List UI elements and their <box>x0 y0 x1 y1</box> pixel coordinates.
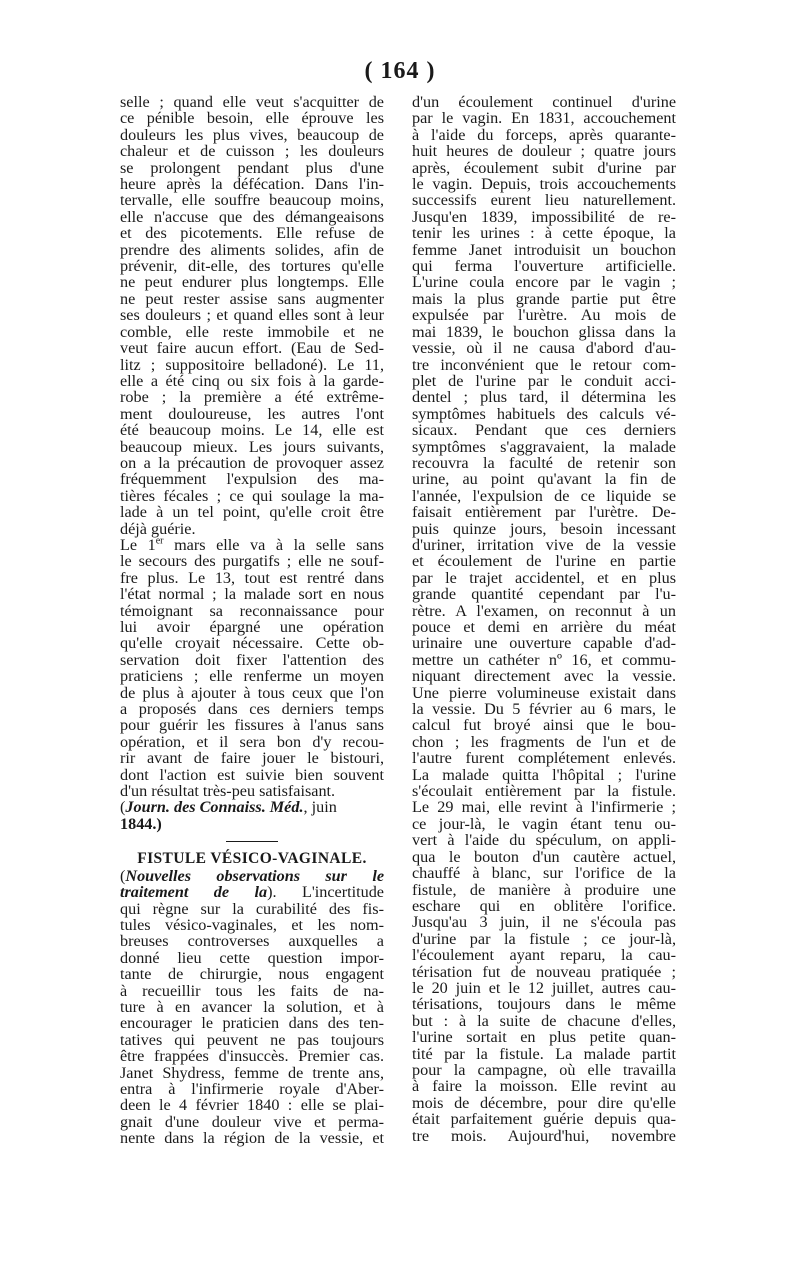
text-line: tenir les urines : à cette époque, la <box>412 224 676 243</box>
text-line: pouce et demi en arrière du méat <box>412 618 676 636</box>
citation-year: 1844.) <box>120 814 162 833</box>
text-line: encourager le praticien dans des ten- <box>120 1014 384 1033</box>
text-line: lui avoir épargné une opération <box>120 618 384 636</box>
text-line: robe ; la première a été extrême- <box>120 388 384 407</box>
text-line: témoignant sa reconnaissance pour <box>120 601 384 620</box>
text-line: d'un résultat très-peu satisfaisant. <box>120 782 336 801</box>
text-line: qua le bouton d'un cautère actuel, <box>412 847 676 866</box>
subheading-line-2 <box>120 884 384 900</box>
text-line: chon ; les fragments de l'un et de <box>412 732 676 751</box>
text-line: l'écoulement ayant reparu, la cau- <box>412 946 676 965</box>
text-line: nente dans la région de la vessie, et <box>120 1129 384 1148</box>
text-line: tante de chirurgie, nous engagent <box>120 965 384 984</box>
text-line: opération, et il sera bon d'y recou- <box>120 732 384 751</box>
text-line: beaucoup mieux. Les jours suivants, <box>120 437 384 456</box>
text-line: but : à la suite de chacune d'elles, <box>412 1011 676 1030</box>
text-line: tières fécales ; ce qui soulage la ma- <box>120 486 384 505</box>
text-line: ne peut endurer plus longtemps. Elle <box>120 273 384 292</box>
text-line: tervalle, elle souffre beaucoup moins, <box>120 191 384 210</box>
paragraph-3 <box>120 901 384 1147</box>
text-line: calcul fut broyé ainsi que le bou- <box>412 716 676 735</box>
text-line: femme Janet introduisit un bouchon <box>412 240 676 259</box>
para2-start: Le 1 <box>120 535 156 554</box>
text-line: et des picotements. Elle refuse de <box>120 224 384 243</box>
text-line: faisait entièrement par l'urètre. De- <box>412 503 676 522</box>
text-line: heure après la défécation. Dans l'in- <box>120 175 384 194</box>
text-line: prévenir, dit-elle, des tortures qu'elle <box>120 257 384 276</box>
text-line: chaleur et de cuisson ; les douleurs <box>120 142 384 161</box>
text-line: selle ; quand elle veut s'acquitter de <box>120 93 384 111</box>
text-line: d'urine par la fistule ; ce jour-là, <box>412 929 676 948</box>
text-line: ce pénible besoin, elle éprouve les <box>120 109 384 128</box>
text-line: et écoulement de l'urine en partie <box>412 552 676 571</box>
text-line: de plus à ajouter à tous ceux que l'on <box>120 683 384 702</box>
text-line: donné lieu cette question impor- <box>120 948 384 967</box>
text-line: tules vésico-vaginales, et les nom- <box>120 915 384 934</box>
text-line: fréquemment l'expulsion des ma- <box>120 470 384 489</box>
text-line: a proposés dans ces derniers temps <box>120 700 384 719</box>
text-line: être frappées d'insuccès. Premier cas. <box>120 1047 384 1066</box>
text-line: ment douloureuse, les autres l'ont <box>120 404 384 423</box>
text-line: térisation fut de nouveau pratiquée ; <box>412 962 676 981</box>
left-column <box>120 94 384 1147</box>
page-number: ( 164 ) <box>364 58 436 84</box>
text-line: à faire la moisson. Elle revint au <box>412 1077 676 1096</box>
text-line: qui ferma l'ouverture artificielle. <box>412 257 676 276</box>
text-line: entra à l'infirmerie royale d'Aber- <box>120 1079 384 1098</box>
text-line: vessie, où il ne causa d'abord d'au- <box>412 339 676 358</box>
text-line: mais la plus grande partie put être <box>412 289 676 308</box>
text-line: par le vagin. En 1831, accouchement <box>412 109 676 128</box>
text-line: servation doit fixer l'attention des <box>120 650 384 669</box>
text-line: vert à l'aide du spéculum, on appli- <box>412 831 676 850</box>
text-line: dentel ; plus tard, il détermina les <box>412 388 676 407</box>
text-line: grande quantité cependant par l'u- <box>412 585 676 604</box>
text-line: la vessie. Du 5 février au 6 mars, le <box>412 700 676 719</box>
text-line: après, écoulement subit d'urine par <box>412 158 676 177</box>
text-line: d'uriner, irritation vive de la vessie <box>412 535 676 554</box>
text-line: urine, au point qu'avant la fin de <box>412 470 676 489</box>
text-line: s'écoulait entièrement par la fistule. <box>412 782 676 801</box>
text-line: La malade quitta l'hôpital ; l'urine <box>412 765 676 784</box>
text-line: térisations, toujours dans le même <box>412 995 676 1014</box>
text-line: successifs eurent lieu naturellement. <box>412 191 676 210</box>
right-column <box>412 94 676 1144</box>
text-line: l'année, l'expulsion de ce liquide se <box>412 486 676 505</box>
right-column-text <box>412 94 676 1144</box>
text-line: Jusqu'en 1839, impossibilité de re- <box>412 207 676 226</box>
text-line: urinaire une ouverture capable d'ad- <box>412 634 676 653</box>
text-line: ne peut rester assise sans augmenter <box>120 289 384 308</box>
text-line: tre inconvénient que le retour com- <box>412 355 676 374</box>
text-line: déjà guérie. <box>120 519 196 538</box>
text-line: elle a été cinq ou six fois à la garde- <box>120 371 384 390</box>
text-line: eschare qui en oblitère l'orifice. <box>412 896 676 915</box>
text-line: gnait d'une douleur vive et perma- <box>120 1112 384 1131</box>
text-line: l'urine sortait en plus petite quan- <box>412 1028 676 1047</box>
text-line: d'un écoulement continuel d'urine <box>412 93 676 111</box>
text-line: fistule, de manière à produire une <box>412 880 676 899</box>
text-line: mois de décembre, pour dire qu'elle <box>412 1093 676 1112</box>
text-line: symptômes habituels des calculs vé- <box>412 404 676 423</box>
paragraph-2-first-line <box>120 537 384 553</box>
text-line: dont l'action est suivie bien souvent <box>120 765 384 784</box>
text-line: comble, elle reste immobile et ne <box>120 322 384 341</box>
text-line: deen le 4 février 1840 : elle se plai- <box>120 1096 384 1115</box>
text-line: on a la précaution de provoquer assez <box>120 453 384 472</box>
text-line: qui règne sur la curabilité des fis- <box>120 899 384 918</box>
text-line: veut faire aucun effort. (Eau de Sed- <box>120 339 384 358</box>
section-divider <box>226 841 278 842</box>
text-line: l'autre furent complétement enlevés. <box>412 749 676 768</box>
text-line: huit heures de douleur ; quatre jours <box>412 142 676 161</box>
text-line: le vagin. Depuis, trois accouchements <box>412 175 676 194</box>
text-line: rètre. A l'examen, on reconnut à un <box>412 601 676 620</box>
text-line: par le trajet accidentel, et en plus <box>412 568 676 587</box>
text-line: mai 1839, le bouchon glissa dans la <box>412 322 676 341</box>
text-line: douleurs les plus vives, beaucoup de <box>120 125 384 144</box>
paragraph-2 <box>120 553 384 799</box>
section-heading: FISTULE VÉSICO-VAGINALE. <box>137 850 367 868</box>
text-line: Janet Shydress, femme de trente ans, <box>120 1063 384 1082</box>
text-line: l'état normal ; la malade sort en nous <box>120 585 384 604</box>
text-line: été beaucoup moins. Le 14, elle est <box>120 421 384 440</box>
subheading-italic-2: traitement de la <box>120 883 268 902</box>
text-line: tatives qui peuvent ne pas toujours <box>120 1030 384 1049</box>
para2-first-rest: mars elle va à la selle sans <box>163 535 384 554</box>
text-line: elle n'accuse que des démangeaisons <box>120 207 384 226</box>
text-line: praticiens ; elle renferme un moyen <box>120 667 384 686</box>
citation-date: , juin <box>303 798 337 817</box>
text-line: pour la campagne, où elle travailla <box>412 1060 676 1079</box>
text-line: puis quinze jours, besoin incessant <box>412 519 676 538</box>
text-line: litz ; suppositoire belladoné). Le 11, <box>120 355 384 374</box>
text-line: rir avant de faire jouer le bistouri, <box>120 749 384 768</box>
text-line: chauffé à blanc, sur l'orifice de la <box>412 864 676 883</box>
subheading-line-1 <box>120 868 384 884</box>
text-line: ture à en avancer la solution, et à <box>120 997 384 1016</box>
text-line: niquant directement avec la vessie. <box>412 667 676 686</box>
text-line: plet de l'urine par le conduit acci- <box>412 371 676 390</box>
text-line: ses douleurs ; et quand elles sont à leur <box>120 306 384 325</box>
text-line: Le 29 mai, elle revint à l'infirmerie ; <box>412 798 676 817</box>
text-line: ce jour-là, le vagin étant tenu ou- <box>412 814 676 833</box>
text-line: sicaux. Pendant que ces derniers <box>412 421 676 440</box>
text-line: était parfaitement guérie depuis qua- <box>412 1110 676 1129</box>
text-line: à l'aide du forceps, après quarante- <box>412 125 676 144</box>
citation-open: ( <box>120 798 126 817</box>
text-line: Une pierre volumineuse existait dans <box>412 683 676 702</box>
subheading-rest: L'incertitude <box>276 883 384 902</box>
citation <box>120 799 384 815</box>
text-line: L'urine coula encore par le vagin ; <box>412 273 676 292</box>
text-line: expulsée par l'urètre. Au mois de <box>412 306 676 325</box>
text-line: le 20 juin et le 12 juillet, autres cau- <box>412 978 676 997</box>
text-line: à recueillir tous les faits de na- <box>120 981 384 1000</box>
text-line: pour guérir les fissures à l'anus sans <box>120 716 384 735</box>
subheading-italic: Nouvelles observations sur le <box>125 866 384 885</box>
text-line: tre mois. Aujourd'hui, novembre <box>412 1126 676 1145</box>
text-line: recouvra la faculté de retenir son <box>412 453 676 472</box>
text-line: breuses controverses auxquelles a <box>120 932 384 951</box>
para2-superscript: er <box>155 535 164 547</box>
text-line: Jusqu'au 3 juin, il ne s'écoula pas <box>412 913 676 932</box>
citation-source: Journ. des Connaiss. Méd. <box>125 798 304 817</box>
text-line: fre plus. Le 13, tout est rentré dans <box>120 568 384 587</box>
paragraph-1 <box>120 94 384 537</box>
text-line: symptômes s'aggravaient, la malade <box>412 437 676 456</box>
text-line: prendre des aliments solides, afin de <box>120 240 384 259</box>
subheading-open: ( <box>120 866 126 885</box>
subheading-close: ). <box>267 883 277 902</box>
text-line: qu'elle croyait nécessaire. Cette ob- <box>120 634 384 653</box>
text-line: mettre un cathéter nº 16, et commu- <box>412 650 676 669</box>
text-line: tité par la fistule. La malade partit <box>412 1044 676 1063</box>
text-line: lade à un tel point, qu'elle croit être <box>120 503 384 522</box>
text-line: le secours des purgatifs ; elle ne souf- <box>120 552 384 571</box>
text-line: se prolongent pendant plus d'une <box>120 158 384 177</box>
